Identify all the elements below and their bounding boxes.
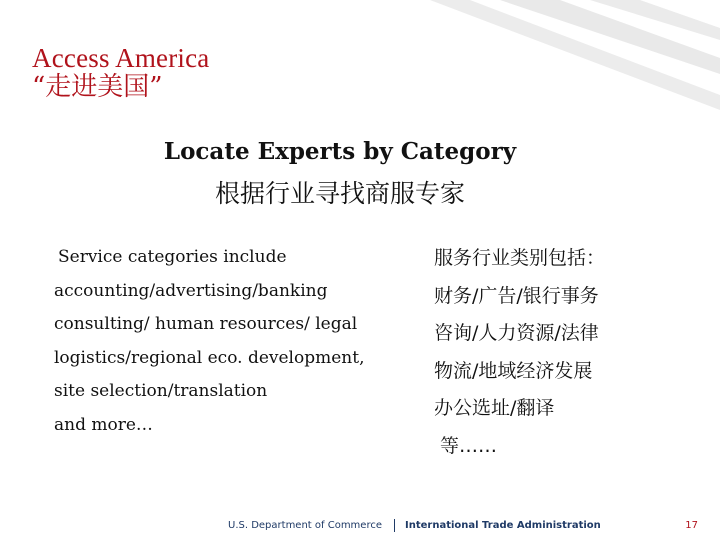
list-item: site selection/translation xyxy=(54,381,268,401)
list-item: and more… xyxy=(54,414,153,435)
list-item: 物流/地域经济发展 xyxy=(434,359,593,382)
list-item: 财务/广告/银行事务 xyxy=(434,284,599,307)
list-item: accounting/advertising/banking xyxy=(54,280,328,301)
list-item: 服务行业类别包括： xyxy=(434,247,606,269)
list-item: 办公选址/翻译 xyxy=(434,397,555,419)
page-number: 17 xyxy=(685,520,698,531)
footer-divider xyxy=(394,519,395,532)
list-item: consulting/ human resources/ legal xyxy=(54,314,358,334)
list-item: 咨询/人力资源/法律 xyxy=(434,322,599,344)
brand-name-chinese: “走进美国” xyxy=(32,72,163,103)
brand-name-english: Access America xyxy=(32,43,210,73)
footer-agency xyxy=(228,519,601,532)
slide-title-english: Locate Experts by Category xyxy=(163,138,517,165)
slide-title-chinese: 根据行业寻找商服专家 xyxy=(214,179,465,208)
list-item: logistics/regional eco. development, xyxy=(54,347,365,368)
list-item: Service categories include xyxy=(58,247,287,267)
categories-english-list xyxy=(54,246,364,447)
list-item: 等…… xyxy=(440,434,498,457)
agency-label: International Trade Administration xyxy=(405,520,601,531)
categories-chinese-list xyxy=(434,246,605,471)
brand-block xyxy=(32,44,209,102)
department-label: U.S. Department of Commerce xyxy=(228,520,382,531)
